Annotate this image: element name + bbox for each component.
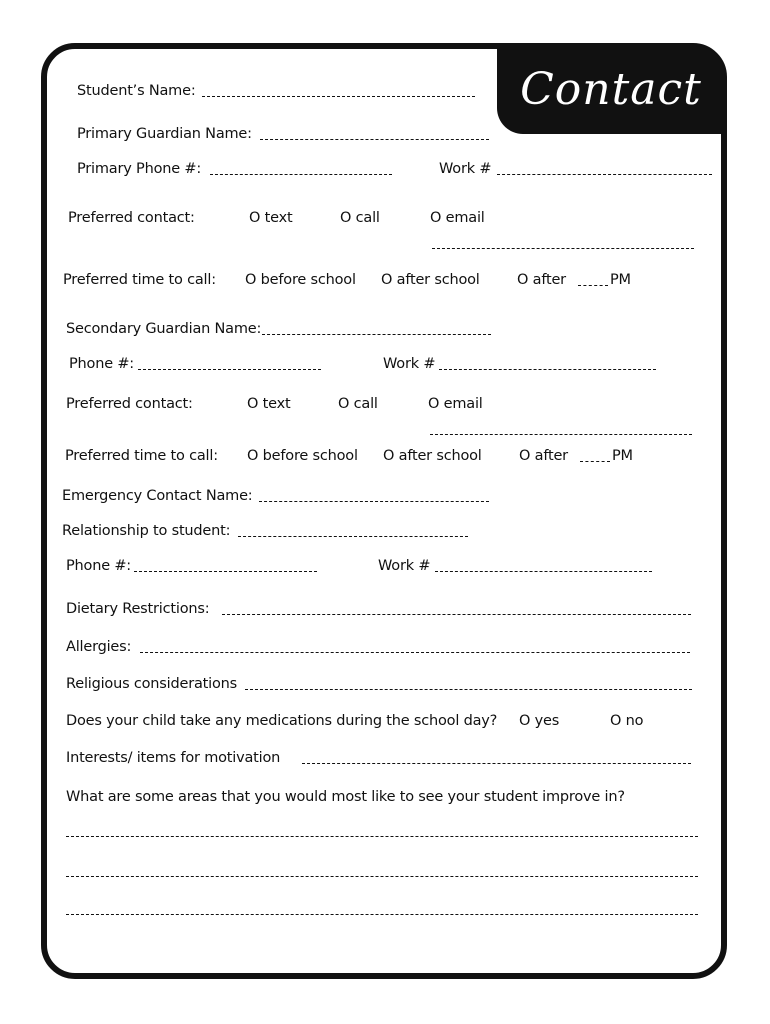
- option-label: after school: [398, 448, 482, 464]
- option-label: after: [534, 448, 568, 464]
- secondary-guardian-name-label: Secondary Guardian Name:: [66, 321, 262, 337]
- allergies-field[interactable]: [140, 652, 690, 653]
- option-label: after: [532, 272, 566, 288]
- improvement-answer-line-1[interactable]: [66, 836, 698, 837]
- option-label: no: [625, 713, 644, 729]
- dietary-restrictions-label: Dietary Restrictions:: [66, 601, 210, 617]
- secondary-text-radio[interactable]: [247, 395, 290, 413]
- radio-circle: O: [428, 396, 440, 412]
- option-label: call: [355, 210, 380, 226]
- radio-circle: O: [610, 713, 622, 729]
- secondary-work-label: Work #: [383, 356, 436, 372]
- option-label: yes: [534, 713, 560, 729]
- secondary-time-label: Preferred time to call:: [65, 448, 218, 464]
- primary-text-radio[interactable]: [249, 209, 292, 227]
- form-border: [41, 43, 727, 979]
- radio-circle: O: [430, 210, 442, 226]
- interests-label: Interests/ items for motivation: [66, 750, 281, 766]
- medications-no-radio[interactable]: [610, 712, 643, 730]
- option-label: email: [445, 210, 485, 226]
- radio-circle: O: [247, 396, 259, 412]
- secondary-after-time-radio[interactable]: [519, 447, 568, 465]
- primary-work-field[interactable]: [497, 174, 712, 175]
- relationship-label: Relationship to student:: [62, 523, 231, 539]
- medications-yes-radio[interactable]: [519, 712, 559, 730]
- radio-circle: O: [517, 272, 529, 288]
- secondary-phone-label: Phone #:: [69, 356, 134, 372]
- option-label: before school: [262, 448, 358, 464]
- option-label: email: [443, 396, 483, 412]
- student-name-label: Student’s Name:: [77, 83, 196, 99]
- radio-circle: O: [383, 448, 395, 464]
- secondary-email-radio[interactable]: [428, 395, 483, 413]
- emergency-phone-label: Phone #:: [66, 558, 131, 574]
- allergies-label: Allergies:: [66, 639, 132, 655]
- radio-circle: O: [247, 448, 259, 464]
- emergency-work-field[interactable]: [435, 571, 652, 572]
- interests-field[interactable]: [302, 763, 691, 764]
- secondary-after-school-radio[interactable]: [383, 447, 482, 465]
- emergency-phone-field[interactable]: [134, 571, 317, 572]
- secondary-after-time-field[interactable]: [580, 461, 610, 462]
- primary-call-radio[interactable]: [340, 209, 380, 227]
- secondary-before-school-radio[interactable]: [247, 447, 358, 465]
- option-label: before school: [260, 272, 356, 288]
- student-name-field[interactable]: [202, 96, 475, 97]
- radio-circle: O: [381, 272, 393, 288]
- primary-phone-field[interactable]: [210, 174, 392, 175]
- radio-circle: O: [519, 448, 531, 464]
- secondary-phone-field[interactable]: [138, 369, 321, 370]
- emergency-contact-name-field[interactable]: [259, 501, 489, 502]
- primary-guardian-name-label: Primary Guardian Name:: [77, 126, 252, 142]
- option-label: text: [262, 396, 291, 412]
- option-label: call: [353, 396, 378, 412]
- improvement-answer-line-3[interactable]: [66, 914, 698, 915]
- medications-label: Does your child take any medications during the school day?: [66, 713, 498, 729]
- radio-circle: O: [338, 396, 350, 412]
- option-label: after school: [396, 272, 480, 288]
- primary-after-time-radio[interactable]: [517, 271, 566, 289]
- emergency-work-label: Work #: [378, 558, 431, 574]
- improvement-question-label: What are some areas that you would most like to see your student improve in?: [66, 789, 625, 805]
- primary-phone-label: Primary Phone #:: [77, 161, 202, 177]
- primary-after-school-radio[interactable]: [381, 271, 480, 289]
- primary-preferred-contact-label: Preferred contact:: [68, 210, 195, 226]
- emergency-contact-name-label: Emergency Contact Name:: [62, 488, 253, 504]
- option-label: text: [264, 210, 293, 226]
- page-title: Contact: [520, 64, 702, 115]
- primary-email-field[interactable]: [432, 248, 694, 249]
- radio-circle: O: [519, 713, 531, 729]
- primary-time-label: Preferred time to call:: [63, 272, 216, 288]
- secondary-call-radio[interactable]: [338, 395, 378, 413]
- secondary-guardian-name-field[interactable]: [262, 334, 491, 335]
- radio-circle: O: [249, 210, 261, 226]
- secondary-work-field[interactable]: [439, 369, 656, 370]
- relationship-field[interactable]: [238, 536, 468, 537]
- religious-considerations-label: Religious considerations: [66, 676, 237, 692]
- primary-guardian-name-field[interactable]: [260, 139, 489, 140]
- pm-label: PM: [612, 448, 633, 464]
- pm-label: PM: [610, 272, 631, 288]
- secondary-preferred-contact-label: Preferred contact:: [66, 396, 193, 412]
- dietary-restrictions-field[interactable]: [222, 614, 691, 615]
- primary-before-school-radio[interactable]: [245, 271, 356, 289]
- primary-after-time-field[interactable]: [578, 285, 608, 286]
- radio-circle: O: [340, 210, 352, 226]
- religious-considerations-field[interactable]: [245, 689, 692, 690]
- secondary-email-field[interactable]: [430, 434, 692, 435]
- primary-work-label: Work #: [439, 161, 492, 177]
- improvement-answer-line-2[interactable]: [66, 876, 698, 877]
- radio-circle: O: [245, 272, 257, 288]
- primary-email-radio[interactable]: [430, 209, 485, 227]
